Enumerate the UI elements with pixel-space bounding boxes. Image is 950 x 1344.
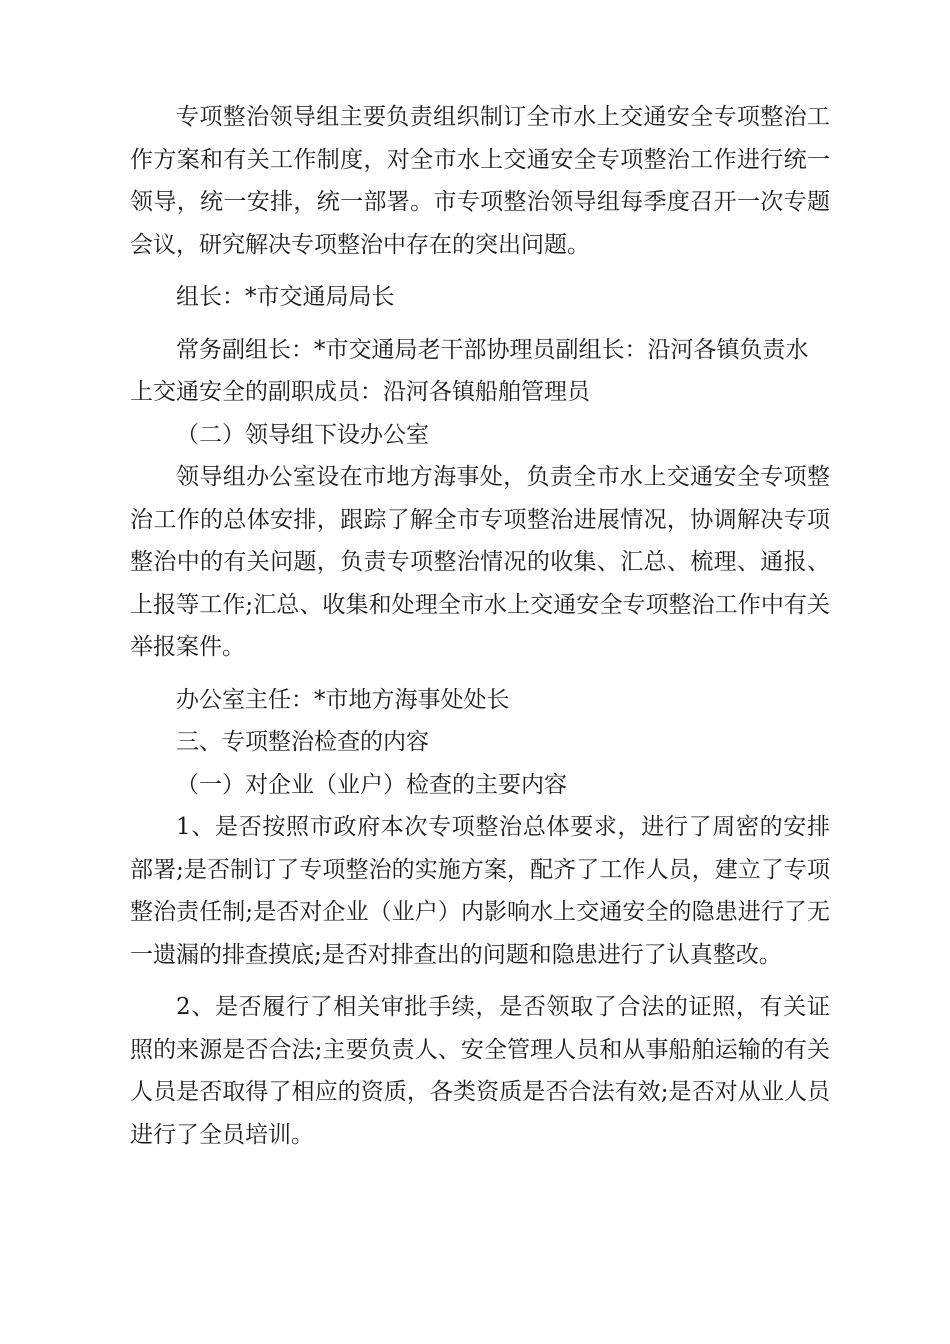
paragraph-deputy-leaders-cont: 上交通安全的副职成员：沿河各镇船舶管理员: [130, 379, 590, 405]
paragraph-item-1: 1、是否按照市政府本次专项整治总体要求，进行了周密的安排部署;是否制订了专项整治的实施方案，配齐了工作人员，建立了专项整治责任制;是否对企业（业户）内影响水上交通安全的隐患进行了无一遗漏的排查摸底;是否对排查出的问题和隐患进行了认真整改。: [130, 814, 830, 968]
heading-inspection-content: 三、专项整治检查的内容: [176, 729, 429, 755]
paragraph-deputy-leaders: 常务副组长：*市交通局老干部协理员副组长：沿河各镇负责水: [176, 336, 809, 363]
paragraph-item-2: 2、是否履行了相关审批手续，是否领取了合法的证照，有关证照的来源是否合法;主要负责人、安全管理人员和从事船舶运输的有关人员是否取得了相应的资质，各类资质是否合法有效;是否对从业人员进行了全员培训。: [130, 994, 830, 1148]
paragraph-group-leader: 组长：*市交通局局长: [176, 284, 395, 310]
paragraph-office-duties: 领导组办公室设在市地方海事处，负责全市水上交通安全专项整治工作的总体安排，跟踪了解全市专项整治进展情况，协调解决专项整治中的有关问题，负责专项整治情况的收集、汇总、梳理、通报、上报等工作;汇总、收集和处理全市水上交通安全专项整治工作中有关举报案件。: [130, 464, 830, 660]
heading-enterprise-inspection: （一）对企业（业户）检查的主要内容: [176, 771, 567, 798]
heading-office: （二）领导组下设办公室: [176, 421, 429, 448]
document-body: [130, 96, 830, 1156]
paragraph-office-director: 办公室主任：*市地方海事处处长: [176, 686, 510, 713]
paragraph-leadership-duties: 专项整治领导组主要负责组织制订全市水上交通安全专项整治工作方案和有关工作制度，对全市水上交通安全专项整治工作进行统一领导，统一安排，统一部署。市专项整治领导组每季度召开一次专题会议，研究解决专项整治中存在的突出问题。: [130, 104, 830, 258]
